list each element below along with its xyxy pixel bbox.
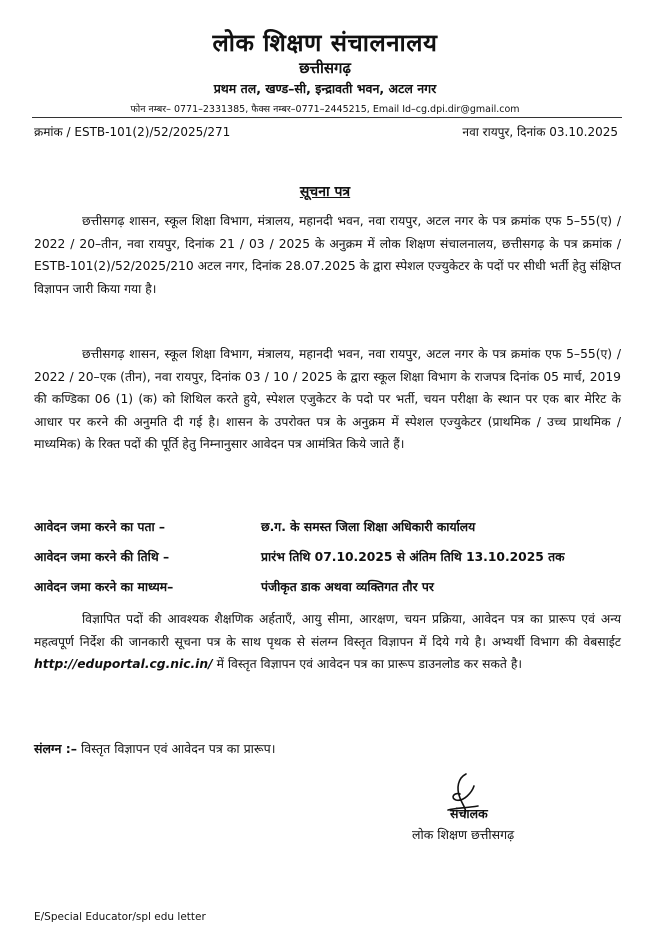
contact-line: फोन नम्बर– 0771–2331385, फैक्स नम्बर–0771–2445215, Email Id–cg.dpi.dir@gmail.com (130, 104, 520, 115)
signatory-office: लोक शिक्षण छत्तीसगढ़ (412, 827, 515, 842)
detail-value: पंजीकृत डाक अथवा व्यक्तिगत तौर पर (261, 580, 434, 594)
file-reference: E/Special Educator/spl edu letter (34, 911, 206, 923)
header-divider (32, 117, 622, 118)
detail-label: आवेदन जमा करने की तिथि – (34, 550, 170, 564)
paragraph-3-text: विज्ञापित पदों की आवश्यक शैक्षणिक अर्हताएँ, आयु सीमा, आरक्षण, चयन प्रक्रिया, आवेदन पत्र का प्रारूप एवं अन्य महत्वपूर्ण निर्देश की जानकारी सूचना पत्र के साथ पृथक से संलग्न विस्तृत विज्ञापन में दिये गये है। अभ्यर्थी विभाग की वेबसाईट (34, 612, 621, 649)
detail-label: आवेदन जमा करने का माध्यम– (34, 580, 174, 594)
state-name: छत्तीसगढ़ (299, 59, 351, 77)
signatory-designation: संचालक (450, 806, 488, 821)
office-title: लोक शिक्षण संचालनालय (212, 29, 438, 57)
reference-number: क्रमांक / ESTB-101(2)/52/2025/271 (34, 125, 231, 139)
office-address: प्रथम तल, खण्ड–सी, इन्द्रावती भवन, अटल नगर (213, 81, 437, 96)
detail-value: छ.ग. के समस्त जिला शिक्षा अधिकारी कार्यालय (261, 520, 476, 534)
place-date: नवा रायपुर, दिनांक 03.10.2025 (462, 125, 618, 139)
paragraph-3-text-end: में विस्तृत विज्ञापन एवं आवेदन पत्र का प्रारूप डाउनलोड कर सकते है। (212, 657, 523, 672)
paragraph-1: छत्तीसगढ़ शासन, स्कूल शिक्षा विभाग, मंत्रालय, महानदी भवन, नवा रायपुर, अटल नगर के पत्र क्रमांक एफ 5–55(ए) / 2022 / 20–तीन, नवा रायपुर, दिनांक 21 / 03 / 2025 के अनुक्रम में लोक शिक्षण संचालनालय, छत्तीसगढ़ के पत्र क्रमांक / ESTB-101(2)/52/2025/210 अटल नगर, दिनांक 28.07.2025 के द्वारा स्पेशल एज्युकेटर के पदों पर सीधी भर्ती हेतु संक्षिप्त विज्ञापन जारी किया गया है। (34, 214, 622, 296)
detail-value: प्रारंभ तिथि 07.10.2025 से अंतिम तिथि 13.10.2025 तक (261, 550, 565, 564)
attachment-text: विस्तृत विज्ञापन एवं आवेदन पत्र का प्रारूप। (76, 741, 276, 756)
attachment-line (34, 740, 275, 757)
paragraph-3 (34, 608, 621, 676)
website-link[interactable]: http://eduportal.cg.nic.in/ (34, 657, 213, 672)
subject-heading (0, 182, 650, 201)
paragraph-2: छत्तीसगढ़ शासन, स्कूल शिक्षा विभाग, मंत्रालय, महानदी भवन, नवा रायपुर, अटल नगर के पत्र क्रमांक एफ 5–55(ए) / 2022 / 20–एक (तीन), नवा रायपुर, दिनांक 03 / 10 / 2025 के द्वारा स्कूल शिक्षा विभाग के राजपत्र दिनांक 05 मार्च, 2019 की कण्डिका 06 (1) (क) को शिथिल करते हुये, स्पेशल एजुकेटर के पदो पर भर्ती, चयन परीक्षा के स्थान पर एक बार मेरिट के आधार पर करने की अनुमति दी गई है। शासन के उपरोक्त पत्र के अनुक्रम में स्पेशल एज्युकेटर (प्राथमिक / उच्च प्राथमिक / माध्यमिक) के रिक्त पदों की पूर्ति हेतु निम्नानुसार आवेदन पत्र आमंत्रित किये जाते हैं। (34, 347, 622, 452)
detail-label: आवेदन जमा करने का पता – (34, 520, 166, 534)
attachment-label: संलग्न :– (34, 741, 77, 756)
subject-text: सूचना पत्र (299, 184, 351, 200)
